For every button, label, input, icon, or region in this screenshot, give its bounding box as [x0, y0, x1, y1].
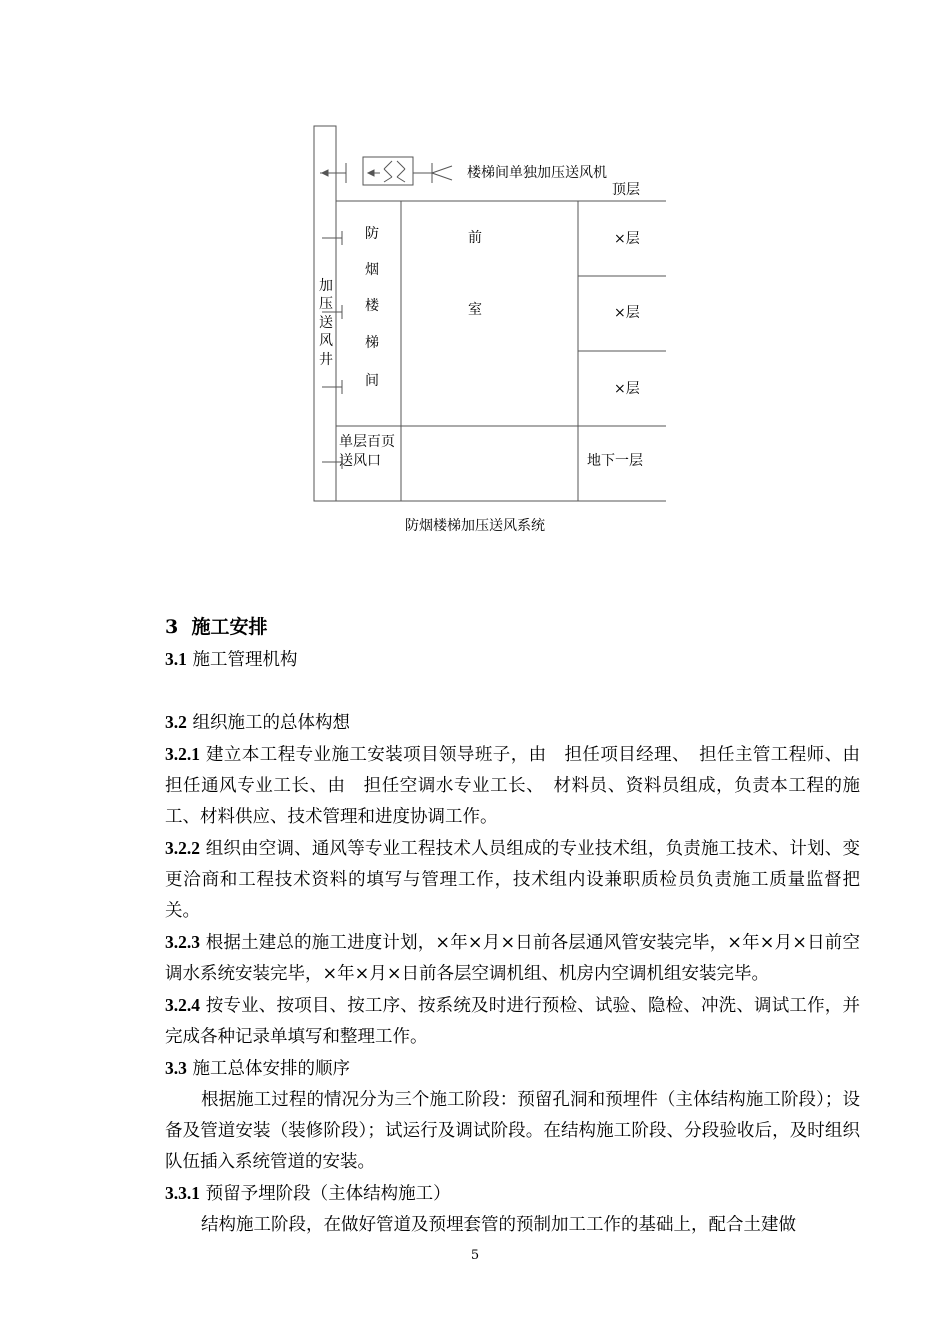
floor-label: ×层 — [614, 305, 640, 321]
stair-label-char: 防 — [365, 226, 379, 242]
stair-label-char: 梯 — [365, 335, 379, 351]
subsection-3-1 — [165, 644, 860, 676]
top-floor-label: 顶层 — [612, 182, 640, 198]
paragraph-3-3: 根据施工过程的情况分为三个施工阶段：预留孔洞和预埋件（主体结构施工阶段）；设备及管道安装（装修阶段）；试运行及调试阶段。在结构施工阶段、分段验收后，及时组织队伍插入系统管道的安装。 — [165, 1090, 860, 1172]
outlet-label: 单层百页 — [339, 434, 395, 450]
shaft-label-char: 压 — [319, 296, 333, 312]
stair-label-char: 间 — [365, 373, 379, 389]
subsection-3-3 — [165, 1053, 860, 1085]
shaft-label-char: 加 — [319, 278, 333, 294]
subsection-number: 3.2 — [165, 712, 187, 732]
diagram-caption: 防烟楼梯加压送风系统 — [405, 518, 545, 534]
subsection-3-2 — [165, 707, 860, 739]
subsection-number: 3.3 — [165, 1058, 187, 1078]
subsection-title: 施工管理机构 — [192, 650, 298, 670]
floor-label: ×层 — [614, 231, 640, 247]
front-room-char: 室 — [468, 302, 482, 318]
paragraph-text: 建立本工程专业施工安装项目领导班子，由 担任项目经理、 担任主管工程师、由 担任通风专业工长、由 担任空调水专业工长、 材料员、资料员组成，负责本工程的施工、材料供应、技术管理和进度协调工作。 — [165, 745, 878, 827]
diagram-lines — [0, 0, 950, 560]
page-number: 5 — [470, 1248, 480, 1263]
section-title: 施工安排 — [191, 616, 268, 638]
shaft-label-char: 送 — [319, 315, 333, 331]
subsection-number: 3.3.1 — [165, 1183, 200, 1203]
paragraph-3-2-1 — [165, 739, 878, 833]
paragraph-text: 按专业、按项目、按工序、按系统及时进行预检、试验、隐检、冲洗、调试工作，并完成各种记录单填写和整理工作。 — [165, 996, 860, 1047]
paragraph-3-2-4 — [165, 990, 860, 1053]
outlet-label: 送风口 — [339, 453, 381, 469]
subsection-number: 3.2.3 — [165, 932, 200, 952]
subsection-number: 3.1 — [165, 649, 187, 669]
paragraph-3-2-3 — [165, 927, 860, 990]
shaft-label-char: 井 — [319, 352, 333, 368]
subsection-title: 施工总体安排的顺序 — [192, 1059, 350, 1079]
paragraph-text: 组织由空调、通风等专业工程技术人员组成的专业技术组，负责施工技术、计划、变更洽商和工程技术资料的填写与管理工作，技术组内设兼职质检员负责施工质量监督把关。 — [165, 839, 860, 921]
document-body — [165, 612, 878, 1241]
paragraph-text: 根据土建总的施工进度计划，×年×月×日前各层通风管安装完毕，×年×月×日前空调水系统安装完毕，×年×月×日前各层空调机组、机房内空调机组安装完毕。 — [165, 933, 860, 984]
subsection-title: 组织施工的总体构想 — [192, 713, 350, 733]
basement-label: 地下一层 — [587, 453, 643, 469]
pressurization-diagram — [0, 0, 950, 560]
paragraph-3-3-1: 结构施工阶段，在做好管道及预埋套管的预制加工工作的基础上，配合土建做 — [201, 1215, 796, 1235]
subsection-number: 3.2.2 — [165, 838, 200, 858]
subsection-title: 预留予埋阶段（主体结构施工） — [205, 1184, 451, 1204]
stair-label-char: 烟 — [365, 262, 379, 278]
floor-label: ×层 — [614, 381, 640, 397]
paragraph-3-2-2 — [165, 833, 860, 927]
fan-label: 楼梯间单独加压送风机 — [467, 165, 607, 181]
subsection-number: 3.2.4 — [165, 995, 200, 1015]
front-room-char: 前 — [468, 230, 482, 246]
subsection-number: 3.2.1 — [165, 744, 200, 764]
subsection-3-3-1 — [165, 1178, 860, 1210]
section-heading — [165, 612, 860, 642]
stair-label-char: 楼 — [365, 298, 379, 314]
section-number: 3 — [165, 616, 179, 638]
shaft-label-char: 风 — [319, 333, 333, 349]
